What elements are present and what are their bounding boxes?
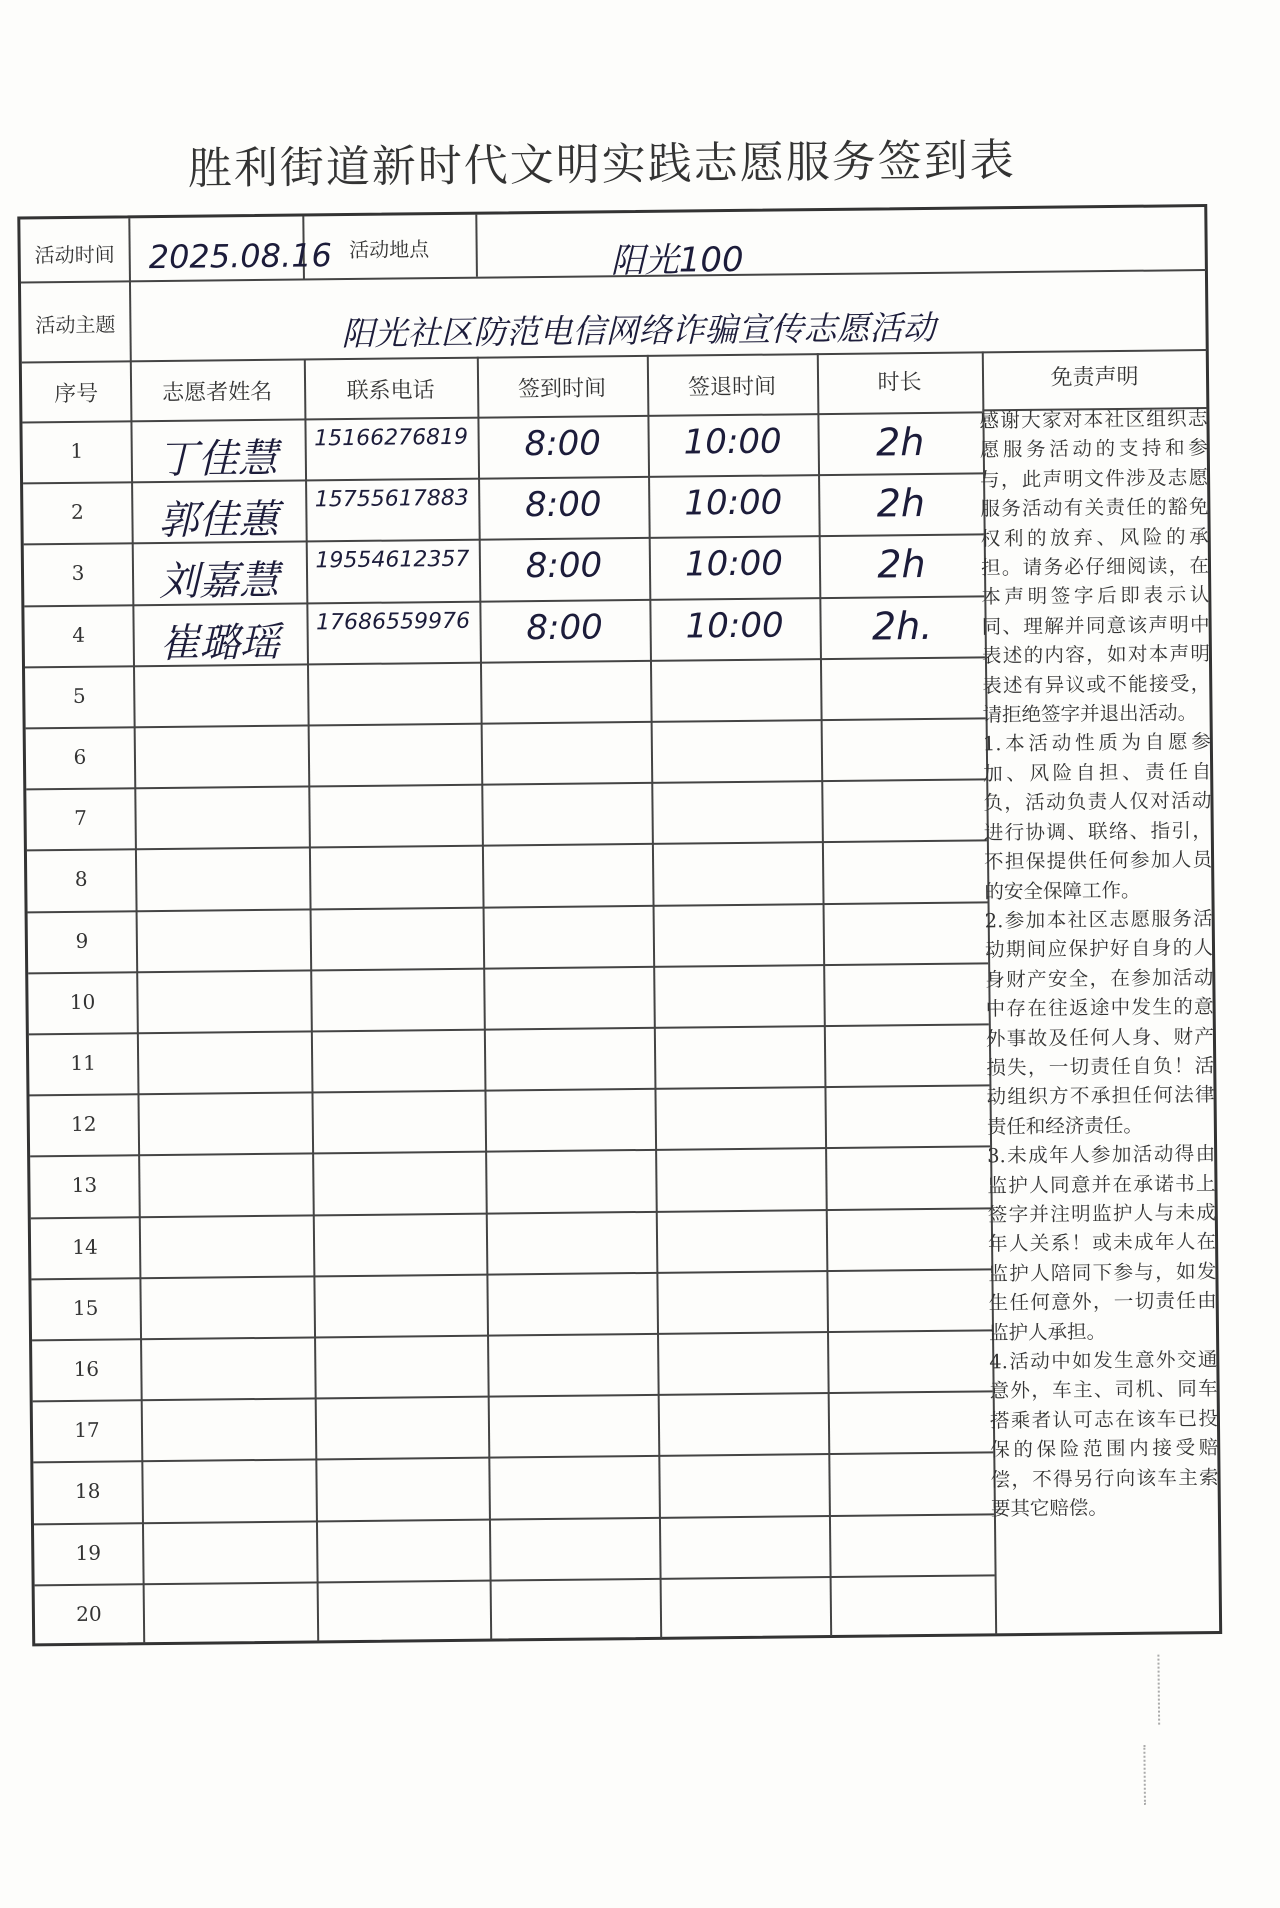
cell-out [661,972,815,974]
cell-dur [831,970,980,972]
cell-out [666,1400,820,1402]
cell-in [491,913,645,915]
activity-theme-label: 活动主题 [35,312,116,338]
cell-out [663,1094,817,1096]
row-rule [28,901,988,913]
cell-in [490,851,644,853]
cell-name [149,1467,307,1469]
disclaimer-item-1: 1.本活动性质为自愿参加、风险自担、责任自负，活动负责人仅对活动进行协调、联络、指引，不担保提供任何参加人员的安全保障工作。 [982,730,1213,903]
row-number: 2 [70,499,84,525]
disclaimer-text [979,404,1220,1631]
activity-place-label: 活动地点 [349,237,430,263]
cell-phone: 15166276819 [314,424,469,452]
activity-place: 阳光100 [610,239,744,282]
row-number: 11 [70,1050,96,1075]
col-signin-header: 签到时间 [517,376,607,403]
cell-dur [833,1093,982,1095]
col-seq-header: 序号 [54,381,99,408]
col-name-header: 志愿者姓名 [161,379,273,406]
col-duration-header: 时长 [877,370,922,396]
row-number: 18 [74,1479,101,1504]
cell-out [661,911,815,913]
row-number: 12 [70,1111,97,1137]
cell-out [668,1584,822,1586]
cell-phone [321,1220,478,1222]
row-number: 4 [72,622,86,647]
row-number: 15 [72,1295,99,1320]
activity-date: 2025.08.16 [148,236,333,277]
cell-out [664,1278,818,1280]
cell-out [665,1339,819,1341]
cell-out: 10:00 [684,482,783,524]
scan-artifact [1143,1745,1146,1805]
cell-out [663,1156,817,1158]
scan-artifact [1157,1655,1160,1725]
row-number: 7 [74,805,88,831]
cell-name [146,1161,304,1163]
cell-in [493,1157,647,1159]
cell-name [144,977,302,979]
cell-in: 8:00 [525,545,603,587]
row-number: 8 [74,867,88,892]
row-number: 9 [75,928,89,953]
cell-out: 10:00 [684,543,784,585]
row-rule [26,779,986,791]
disclaimer-item-3: 3.未成年人参加活动得由监护人同意并在承诺书上签字并注明监护人与未成年人关系！或未成年人在监护人陪同下参与，如发生任何意外，一切责任由监护人承担。 [987,1142,1217,1344]
cell-dur [829,787,978,789]
cell-in [496,1402,650,1404]
cell-phone [317,853,474,855]
cell-dur [834,1215,983,1217]
cell-name: 崔璐瑶 [159,619,280,667]
row-number: 13 [71,1173,98,1198]
cell-phone [320,1098,477,1100]
cell-out [658,666,812,668]
cell-phone [315,670,472,672]
row-number: 17 [74,1417,100,1443]
row-rule [31,1207,991,1219]
row-rule [29,1085,989,1097]
cell-name: 丁佳慧 [157,435,279,484]
cell-name [142,733,300,735]
cell-phone [316,792,473,794]
page-title: 胜利街道新时代文明实践志愿服务签到表 [187,135,1017,195]
cell-phone [323,1465,480,1467]
cell-name [146,1100,304,1102]
cell-phone [318,976,475,978]
cell-in [491,974,645,976]
cell-phone [316,731,473,733]
cell-in [495,1341,649,1343]
cell-in [488,668,642,670]
activity-time-label: 活动时间 [34,242,115,268]
cell-in [493,1096,647,1098]
col-phone-header: 联系电话 [346,378,435,405]
row-number: 6 [73,744,87,769]
cell-out [659,788,813,790]
cell-dur [835,1337,984,1339]
cell-dur [838,1582,987,1584]
cell-out: 10:00 [683,421,782,463]
cell-out [662,1033,816,1035]
col-disclaimer-header: 免责声明 [1050,364,1139,391]
row-number: 10 [69,989,96,1014]
cell-phone: 17686559976 [315,608,471,635]
row-rule [30,1146,990,1158]
cell-dur [832,1031,981,1033]
activity-theme: 阳光社区防范电信网络诈骗宣传志愿活动 [341,307,936,354]
cell-in [489,790,643,792]
cell-dur [836,1399,985,1401]
cell-out [659,727,813,729]
cell-phone [325,1587,482,1589]
cell-in [498,1586,652,1588]
rule [475,215,478,277]
row-rule [28,962,988,974]
cell-dur [828,664,977,666]
cell-out [664,1217,818,1219]
cell-dur [834,1276,983,1278]
row-number: 14 [72,1234,98,1259]
cell-name [151,1589,309,1591]
cell-phone: 15755617883 [314,485,469,513]
cell-name [148,1345,306,1347]
row-number: 20 [76,1601,102,1626]
row-rule [26,717,986,729]
row-rule [31,1268,991,1280]
disclaimer-item-4: 4.活动中如发生意外交通意外，车主、司机、同车搭乘者认可志在该车已投保的保险范围内接受赔偿，不得另行向该车主索要其它赔偿。 [989,1347,1219,1521]
cell-out [666,1462,820,1464]
row-number: 16 [73,1356,100,1381]
cell-in: 8:00 [524,423,602,465]
cell-phone [318,914,475,916]
row-rule [29,1023,989,1035]
cell-phone [320,1159,477,1161]
cell-name [150,1528,308,1530]
cell-dur: 2h [877,542,926,587]
row-number: 3 [71,561,85,586]
cell-name [141,671,299,673]
cell-dur [830,848,979,850]
cell-out [667,1523,821,1525]
cell-name [144,916,302,918]
cell-dur: 2h [875,419,925,465]
cell-dur [829,725,978,727]
cell-name [145,1039,303,1041]
row-rule [35,1574,995,1586]
row-rule [32,1329,992,1341]
cell-name [147,1222,305,1224]
cell-name: 刘嘉慧 [158,558,280,606]
cell-in [497,1525,651,1527]
cell-phone [322,1343,479,1345]
disclaimer-intro: 感谢大家对本社区组织志愿服务活动的支持和参与，此声明文件涉及志愿服务活动有关责任的豁免权利的放弃、风险的承担。请务必仔细阅读，在本声明签字后即表示认同、理解并同意该声明中表述的内容，如对本声明表述有异议或不能接受，请拒绝签字并退出活动。 [979,407,1211,727]
cell-out: 10:00 [685,605,784,647]
cell-in: 8:00 [524,484,602,526]
cell-in [496,1463,650,1465]
cell-name [142,794,300,796]
cell-phone: 19554612357 [315,547,470,574]
cell-out [660,850,814,852]
cell-name [149,1406,307,1408]
cell-phone [321,1282,478,1284]
cell-dur: 2h. [871,603,933,649]
cell-dur: 2h [876,481,926,526]
cell-in [489,729,643,731]
cell-in [492,1035,646,1037]
cell-in: 8:00 [526,606,603,648]
disclaimer-item-2: 2.参加本社区志愿服务活动期间应保护好自身的人身财产安全，在参加活动中存在往返途中发生的意外事故及任何人身、财产损失，一切责任自负！活动组织方不承担任何法律责任和经济责任。 [984,906,1215,1139]
col-signout-header: 签退时间 [687,374,777,401]
cell-name: 郭佳蕙 [158,496,279,545]
cell-dur [831,909,980,911]
cell-in [494,1219,648,1221]
cell-phone [324,1526,481,1528]
cell-dur [833,1154,982,1156]
row-number: 1 [70,438,84,463]
cell-phone [323,1404,480,1406]
row-number: 5 [72,683,86,708]
cell-dur [836,1460,985,1462]
cell-name [143,855,301,857]
cell-name [147,1283,305,1285]
row-rule [27,840,987,852]
row-rule [33,1452,993,1464]
row-rule [34,1513,994,1525]
cell-phone [319,1037,476,1039]
cell-in [494,1280,648,1282]
row-rule [33,1391,993,1403]
row-number: 19 [75,1540,102,1565]
cell-dur [837,1521,986,1523]
